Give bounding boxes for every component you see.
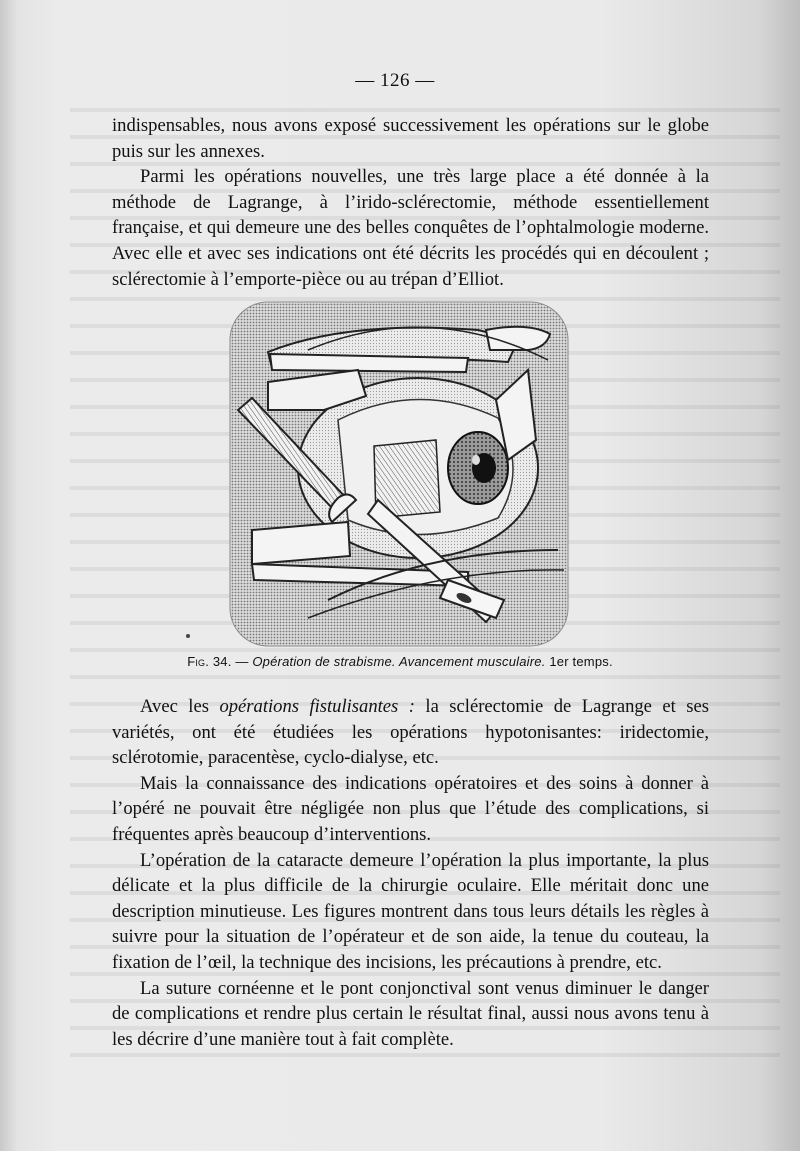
figure-illustration	[228, 300, 570, 648]
p3-before: Avec les	[140, 696, 220, 717]
page-number: — 126 —	[355, 70, 435, 91]
print-speck	[186, 634, 190, 638]
paragraph-4: Mais la connaissance des indications opératoires et des soins à donner à l’opéré ne pouvait être négligée non plus que l’étude des complications, si fréquentes après beaucoup d’interventions.	[112, 772, 709, 845]
figure-suffix: 1er temps.	[545, 654, 613, 669]
paragraph-6: La suture cornéenne et le pont conjonctival sont venus diminuer le danger de complications et rendre plus certain le résultat final, aussi nous avons tenu à les décrire d’une manière tout à fait complète.	[112, 977, 709, 1050]
paragraph-1: indispensables, nous avons exposé successivement les opérations sur le globe puis sur les annexes.	[112, 115, 709, 162]
caption-separator: —	[231, 654, 253, 669]
p3-after: la sclérectomie de Lagrange et ses variétés, ont été étudiées les opérations hypotonisantes: iridectomie, sclérotomie, paracentèse, cyclo-dialyse, etc.	[112, 696, 709, 769]
paragraph-3	[112, 694, 709, 771]
figure-label: Fig. 34.	[187, 654, 232, 669]
eye-surgery-illustration	[228, 300, 570, 648]
paragraph-5: L’opération de la cataracte demeure l’opération la plus importante, la plus délicate et la plus difficile de la chirurgie oculaire. Elle méritait donc une description minutieuse. Les figures montrent dans tous leurs détails les règles à suivre pour la situation de l’opérateur et de son aide, la tenue du couteau, la fixation de l’œil, la technique des incisions, les précautions à prendre, etc.	[112, 849, 709, 973]
paragraph-2: Parmi les opérations nouvelles, une très large place a été donnée à la méthode de Lagrange, à l’irido-sclérectomie, méthode essentiellement française, et qui demeure une des belles conquêtes de l’ophtalmologie moderne. Avec elle et avec ses indications ont été décrits les procédés qui en découlent ; sclérectomie à l’emporte-pièce ou au trépan d’Elliot.	[112, 166, 709, 290]
figure-caption	[0, 654, 800, 669]
figure-title: Opération de strabisme. Avancement musculaire.	[252, 654, 546, 669]
p3-emphasis: opérations fistulisantes :	[219, 696, 415, 717]
text-block-top	[112, 113, 709, 292]
text-block-bottom	[112, 694, 709, 1052]
